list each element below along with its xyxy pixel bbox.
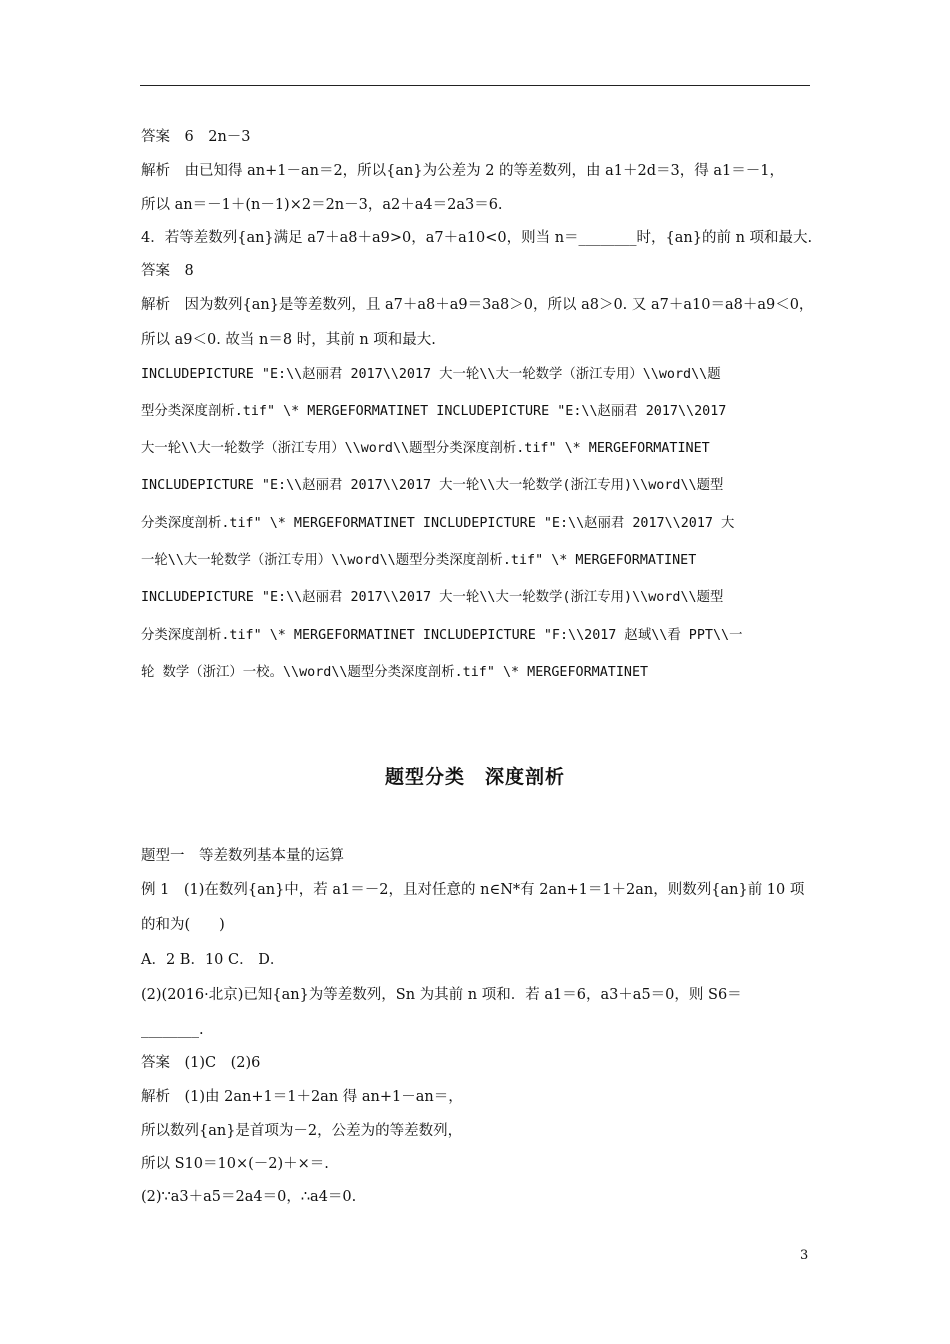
example-line: (2)(2016·北京)已知{an}为等差数列，Sn 为其前 n 项和．若 a1＝6，a3＋a5＝0，则 S6＝ — [141, 987, 742, 1003]
field-code-line: 分类深度剖析.tif" \* MERGEFORMATINET INCLUDEPICTURE "F:\\2017 赵琙\\看 PPT\\一 — [141, 628, 743, 643]
example-line: 例 1 (1)在数列{an}中，若 a1＝－2，且对任意的 n∈N*有 2an+1＝1＋2an，则数列{an}前 10 项 — [141, 882, 805, 898]
field-code-line: 轮 数学（浙江）一校。\\word\\题型分类深度剖析.tif" \* MERGEFORMATINET — [141, 665, 649, 680]
text-line: 所以 a9＜0. 故当 n＝8 时，其前 n 项和最大. — [141, 332, 436, 348]
answer-line: 答案 6 2n－3 — [141, 129, 251, 145]
field-code-line: 一轮\\大一轮数学（浙江专用）\\word\\题型分类深度剖析.tif" \* MERGEFORMATINET — [141, 553, 697, 568]
answer-line: 答案 (1)C (2)6 — [141, 1055, 261, 1071]
example-line: 的和为( ) — [141, 917, 225, 933]
analysis-line: 解析 由已知得 an+1－an＝2，所以{an}为公差为 2 的等差数列，由 a1＋2d＝3，得 a1＝－1， — [141, 163, 784, 179]
section-title: 题型分类 深度剖析 — [384, 766, 565, 788]
field-code-line: INCLUDEPICTURE "E:\\赵丽君 2017\\2017 大一轮\\大一轮数学（浙江专用）\\word\\题 — [141, 367, 721, 382]
text-line: (2)∵a3＋a5＝2a4＝0，∴a4＝0. — [141, 1189, 357, 1205]
text-line: 所以 an＝－1＋(n－1)×2＝2n－3，a2＋a4＝2a3＝6. — [141, 197, 503, 213]
question-line: 4．若等差数列{an}满足 a7＋a8＋a9>0，a7＋a10<0，则当 n＝________时，{an}的前 n 项和最大. — [141, 230, 813, 246]
field-code-line: 分类深度剖析.tif" \* MERGEFORMATINET INCLUDEPICTURE "E:\\赵丽君 2017\\2017 大 — [141, 516, 735, 531]
choices-line: A．2 B．10 C． D． — [141, 952, 285, 968]
field-code-line: 型分类深度剖析.tif" \* MERGEFORMATINET INCLUDEPICTURE "E:\\赵丽君 2017\\2017 — [141, 404, 727, 419]
blank-line: ________. — [141, 1022, 204, 1038]
analysis-line: 解析 因为数列{an}是等差数列，且 a7＋a8＋a9＝3a8＞0，所以 a8＞0. 又 a7＋a10＝a8＋a9＜0， — [141, 297, 814, 313]
text-line: 所以数列{an}是首项为－2，公差为的等差数列， — [141, 1123, 463, 1139]
header-rule — [140, 85, 810, 86]
answer-line: 答案 8 — [141, 263, 194, 279]
page-number: 3 — [800, 1248, 809, 1263]
field-code-line: 大一轮\\大一轮数学（浙江专用）\\word\\题型分类深度剖析.tif" \* MERGEFORMATINET — [141, 441, 710, 456]
problem-type-heading: 题型一 等差数列基本量的运算 — [141, 848, 344, 864]
field-code-line: INCLUDEPICTURE "E:\\赵丽君 2017\\2017 大一轮\\大一轮数学(浙江专用)\\word\\题型 — [141, 590, 724, 605]
analysis-line: 解析 (1)由 2an+1＝1＋2an 得 an+1－an＝， — [141, 1089, 463, 1105]
text-line: 所以 S10＝10×(－2)＋×＝. — [141, 1156, 329, 1172]
field-code-line: INCLUDEPICTURE "E:\\赵丽君 2017\\2017 大一轮\\大一轮数学(浙江专用)\\word\\题型 — [141, 478, 724, 493]
